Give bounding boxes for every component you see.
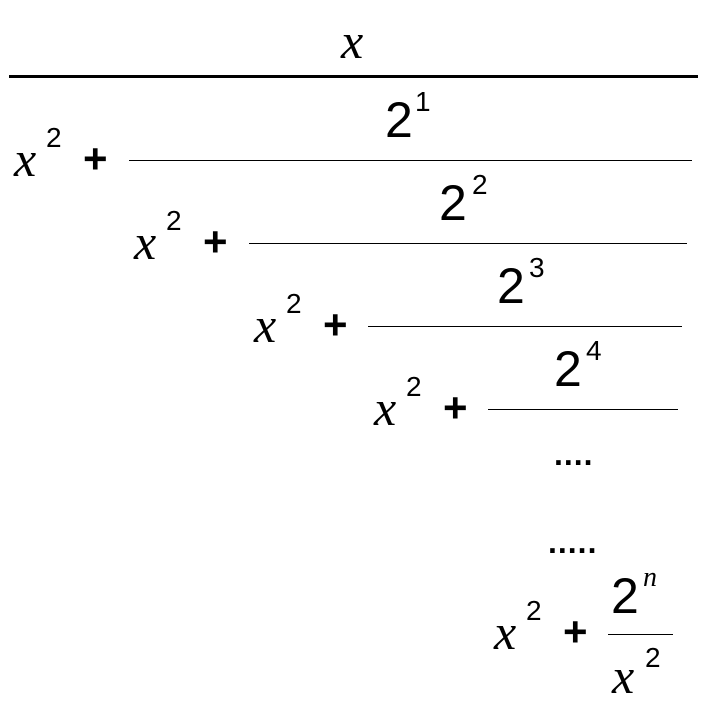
level4-plus: + bbox=[443, 384, 468, 431]
level1-exponent: 1 bbox=[415, 86, 431, 117]
level1-fraction-bar bbox=[129, 160, 692, 161]
last-exponent: n bbox=[643, 562, 657, 593]
level3-fraction-bar bbox=[368, 326, 682, 327]
level2-var: x bbox=[134, 214, 157, 270]
ellipsis-long: ..... bbox=[548, 524, 598, 560]
level3-base: 2 bbox=[497, 258, 525, 314]
level3-var-power: 2 bbox=[286, 288, 302, 319]
level2-fraction-bar bbox=[249, 243, 687, 244]
last-var-power: 2 bbox=[526, 595, 542, 626]
ellipsis-short: .... bbox=[554, 436, 594, 472]
level2-var-power: 2 bbox=[166, 205, 182, 236]
level3-var: x bbox=[254, 297, 277, 353]
last-base: 2 bbox=[611, 568, 639, 624]
last-denominator-power: 2 bbox=[645, 642, 661, 673]
level3-plus: + bbox=[323, 301, 348, 348]
level1-var-power: 2 bbox=[46, 122, 62, 153]
last-denominator-var: x bbox=[612, 648, 635, 704]
level2-plus: + bbox=[203, 218, 228, 265]
level1-var: x bbox=[14, 131, 37, 187]
level4-exponent: 4 bbox=[586, 335, 602, 366]
level4-var: x bbox=[374, 380, 397, 436]
level1-plus: + bbox=[83, 135, 108, 182]
main-fraction-bar bbox=[9, 75, 698, 78]
level2-base: 2 bbox=[439, 175, 467, 231]
last-plus: + bbox=[563, 608, 588, 655]
level4-var-power: 2 bbox=[406, 371, 422, 402]
main-numerator: x bbox=[341, 13, 364, 69]
level4-fraction-bar bbox=[488, 409, 678, 410]
level2-exponent: 2 bbox=[472, 169, 488, 200]
last-fraction-bar bbox=[608, 634, 673, 635]
last-var: x bbox=[494, 604, 517, 660]
level1-base: 2 bbox=[385, 92, 413, 148]
level4-base: 2 bbox=[554, 341, 582, 397]
level3-exponent: 3 bbox=[529, 252, 545, 283]
